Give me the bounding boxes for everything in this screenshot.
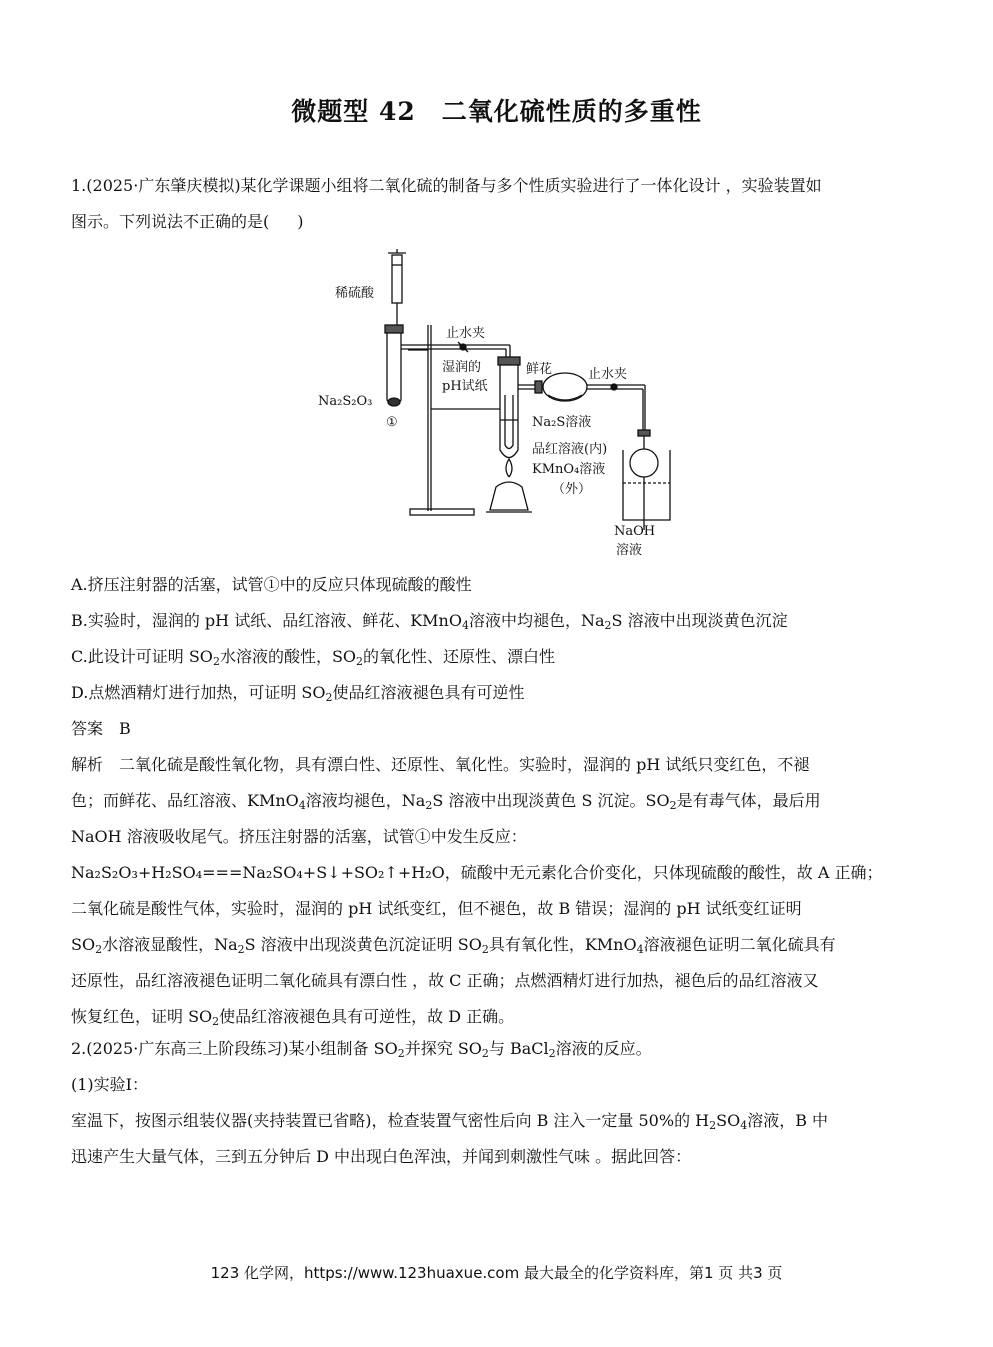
label-kmno4-outer: KMnO₄溶液 <box>532 462 606 477</box>
label-dilute-acid: 稀硫酸 <box>335 286 375 301</box>
ring-stand-base <box>410 509 474 515</box>
label-outer: （外） <box>552 482 592 497</box>
label-naoh-solution: 溶液 <box>616 543 643 558</box>
explanation-line-3: NaOH 溶液吸收尾气。挤压注射器的活塞，试管①中发生反应： <box>71 827 527 846</box>
explanation-line-1: 解析 二氧化硫是酸性氧化物，具有漂白性、还原性、氧化性。实验时，湿润的 pH 试纸只变红色，不褪 <box>71 755 810 774</box>
q1-stem-line-2 <box>71 204 923 240</box>
explanation-line-6: $SO_2$水溶液显酸性，$Na_2S$ 溶液中出现淡黄色沉淀证明 $SO_2$具有氧化性，KMnO$_4$溶液褪色证明二氧化硫具有 <box>71 935 836 956</box>
test-tube-2 <box>500 365 518 458</box>
syringe-barrel <box>392 255 402 303</box>
reaction-equation: Na₂S₂O₃+H₂SO₄===Na₂SO₄+S↓+SO₂↑+H₂O <box>71 863 445 882</box>
label-na2s-solution: Na₂S溶液 <box>532 415 592 430</box>
q2-stem: 2.(2025·广东高三上阶段练习)某小组制备 $SO_2$并探究 $SO_2$与 BaCl$_2$溶液的反应。 <box>71 1039 652 1060</box>
question-1-body <box>71 567 923 1035</box>
label-naoh: NaOH <box>614 524 656 539</box>
page-title: 微题型 42 二氧化硫性质的多重性 <box>291 97 702 126</box>
page-footer: 123 化学网，https://www.123huaxue.com 最大最全的化学资料库，第1 页 共3 页 <box>210 1264 783 1282</box>
flower-bulb <box>543 373 587 401</box>
explanation-line-4: Na₂S₂O₃+H₂SO₄===Na₂SO₄+S↓+SO₂↑+H₂O，硫酸中无元素化合价变化，只体现硫酸的酸性，故 A 正确； <box>71 863 883 882</box>
label-ph-paper-2: pH试纸 <box>442 379 488 394</box>
q2-line-3: 室温下，按图示组装仪器(夹持装置已省略)，检查装置气密性后向 B 注入一定量 50%的 $H_2SO_4$溶液，B 中 <box>71 1111 829 1132</box>
label-reagent: Na₂S₂O₃ <box>318 394 373 409</box>
option-b: B.实验时，湿润的 pH 试纸、品红溶液、鲜花、KMnO$_4$溶液中均褪色，$Na_2S$ 溶液中出现淡黄色沉淀 <box>71 611 788 632</box>
label-pinhong-inner: 品红溶液(内) <box>532 442 608 457</box>
label-tube-number: ① <box>386 415 398 430</box>
explanation-line-5: 二氧化硫是酸性气体，实验时，湿润的 pH 试纸变红，但不褪色，故 B 错误；湿润的 pH 试纸变红证明 <box>71 899 802 918</box>
explanation-line-2: 色；而鲜花、品红溶液、KMnO$_4$溶液均褪色，$Na_2S$ 溶液中出现淡黄色 S 沉淀。$SO_2$是有毒气体，最后用 <box>71 791 821 812</box>
q1-stem-line-1: 1.(2025·广东肇庆模拟)某化学课题小组将二氧化硫的制备与多个性质实验进行了一体化设计 ，实验装置如 <box>71 176 822 195</box>
label-clamp-2: 止水夹 <box>588 367 628 382</box>
q2-part-1: (1)实验Ⅰ： <box>71 1075 148 1094</box>
label-flower: 鲜花 <box>526 362 553 377</box>
label-clamp-1: 止水夹 <box>446 326 486 341</box>
answer-line: 答案 B <box>71 719 131 738</box>
option-c: C.此设计可证明 $SO_2$水溶液的酸性，$SO_2$的氧化性、还原性、漂白性 <box>71 647 556 668</box>
question-1-stem <box>71 168 923 240</box>
option-a: A.挤压注射器的活塞，试管①中的反应只体现硫酸的酸性 <box>71 575 472 594</box>
q1-stem-paren: ) <box>297 212 304 231</box>
explanation-line-7: 还原性，品红溶液褪色证明二氧化硫具有漂白性 ，故 C 正确；点燃酒精灯进行加热，褪色后的品红溶液又 <box>71 971 819 990</box>
test-tube-1 <box>387 333 401 406</box>
explanation-line-8: 恢复红色，证明 $SO_2$使品红溶液褪色具有可逆性，故 D 正确。 <box>71 1007 515 1028</box>
clamp-2 <box>611 384 617 390</box>
q2-line-4: 迅速产生大量气体，三到五分钟后 D 中出现白色浑浊，并闻到刺激性气味 。据此回答： <box>71 1147 692 1166</box>
q1-stem-text: 图示。下列说法不正确的是( <box>71 212 270 231</box>
apparatus-diagram <box>300 245 680 565</box>
alcohol-lamp <box>490 482 528 510</box>
apparatus-figure <box>300 245 680 565</box>
label-ph-paper-1: 湿润的 <box>442 360 482 375</box>
option-d: D.点燃酒精灯进行加热，可证明 $SO_2$使品红溶液褪色具有可逆性 <box>71 683 525 704</box>
question-2 <box>71 1031 923 1175</box>
